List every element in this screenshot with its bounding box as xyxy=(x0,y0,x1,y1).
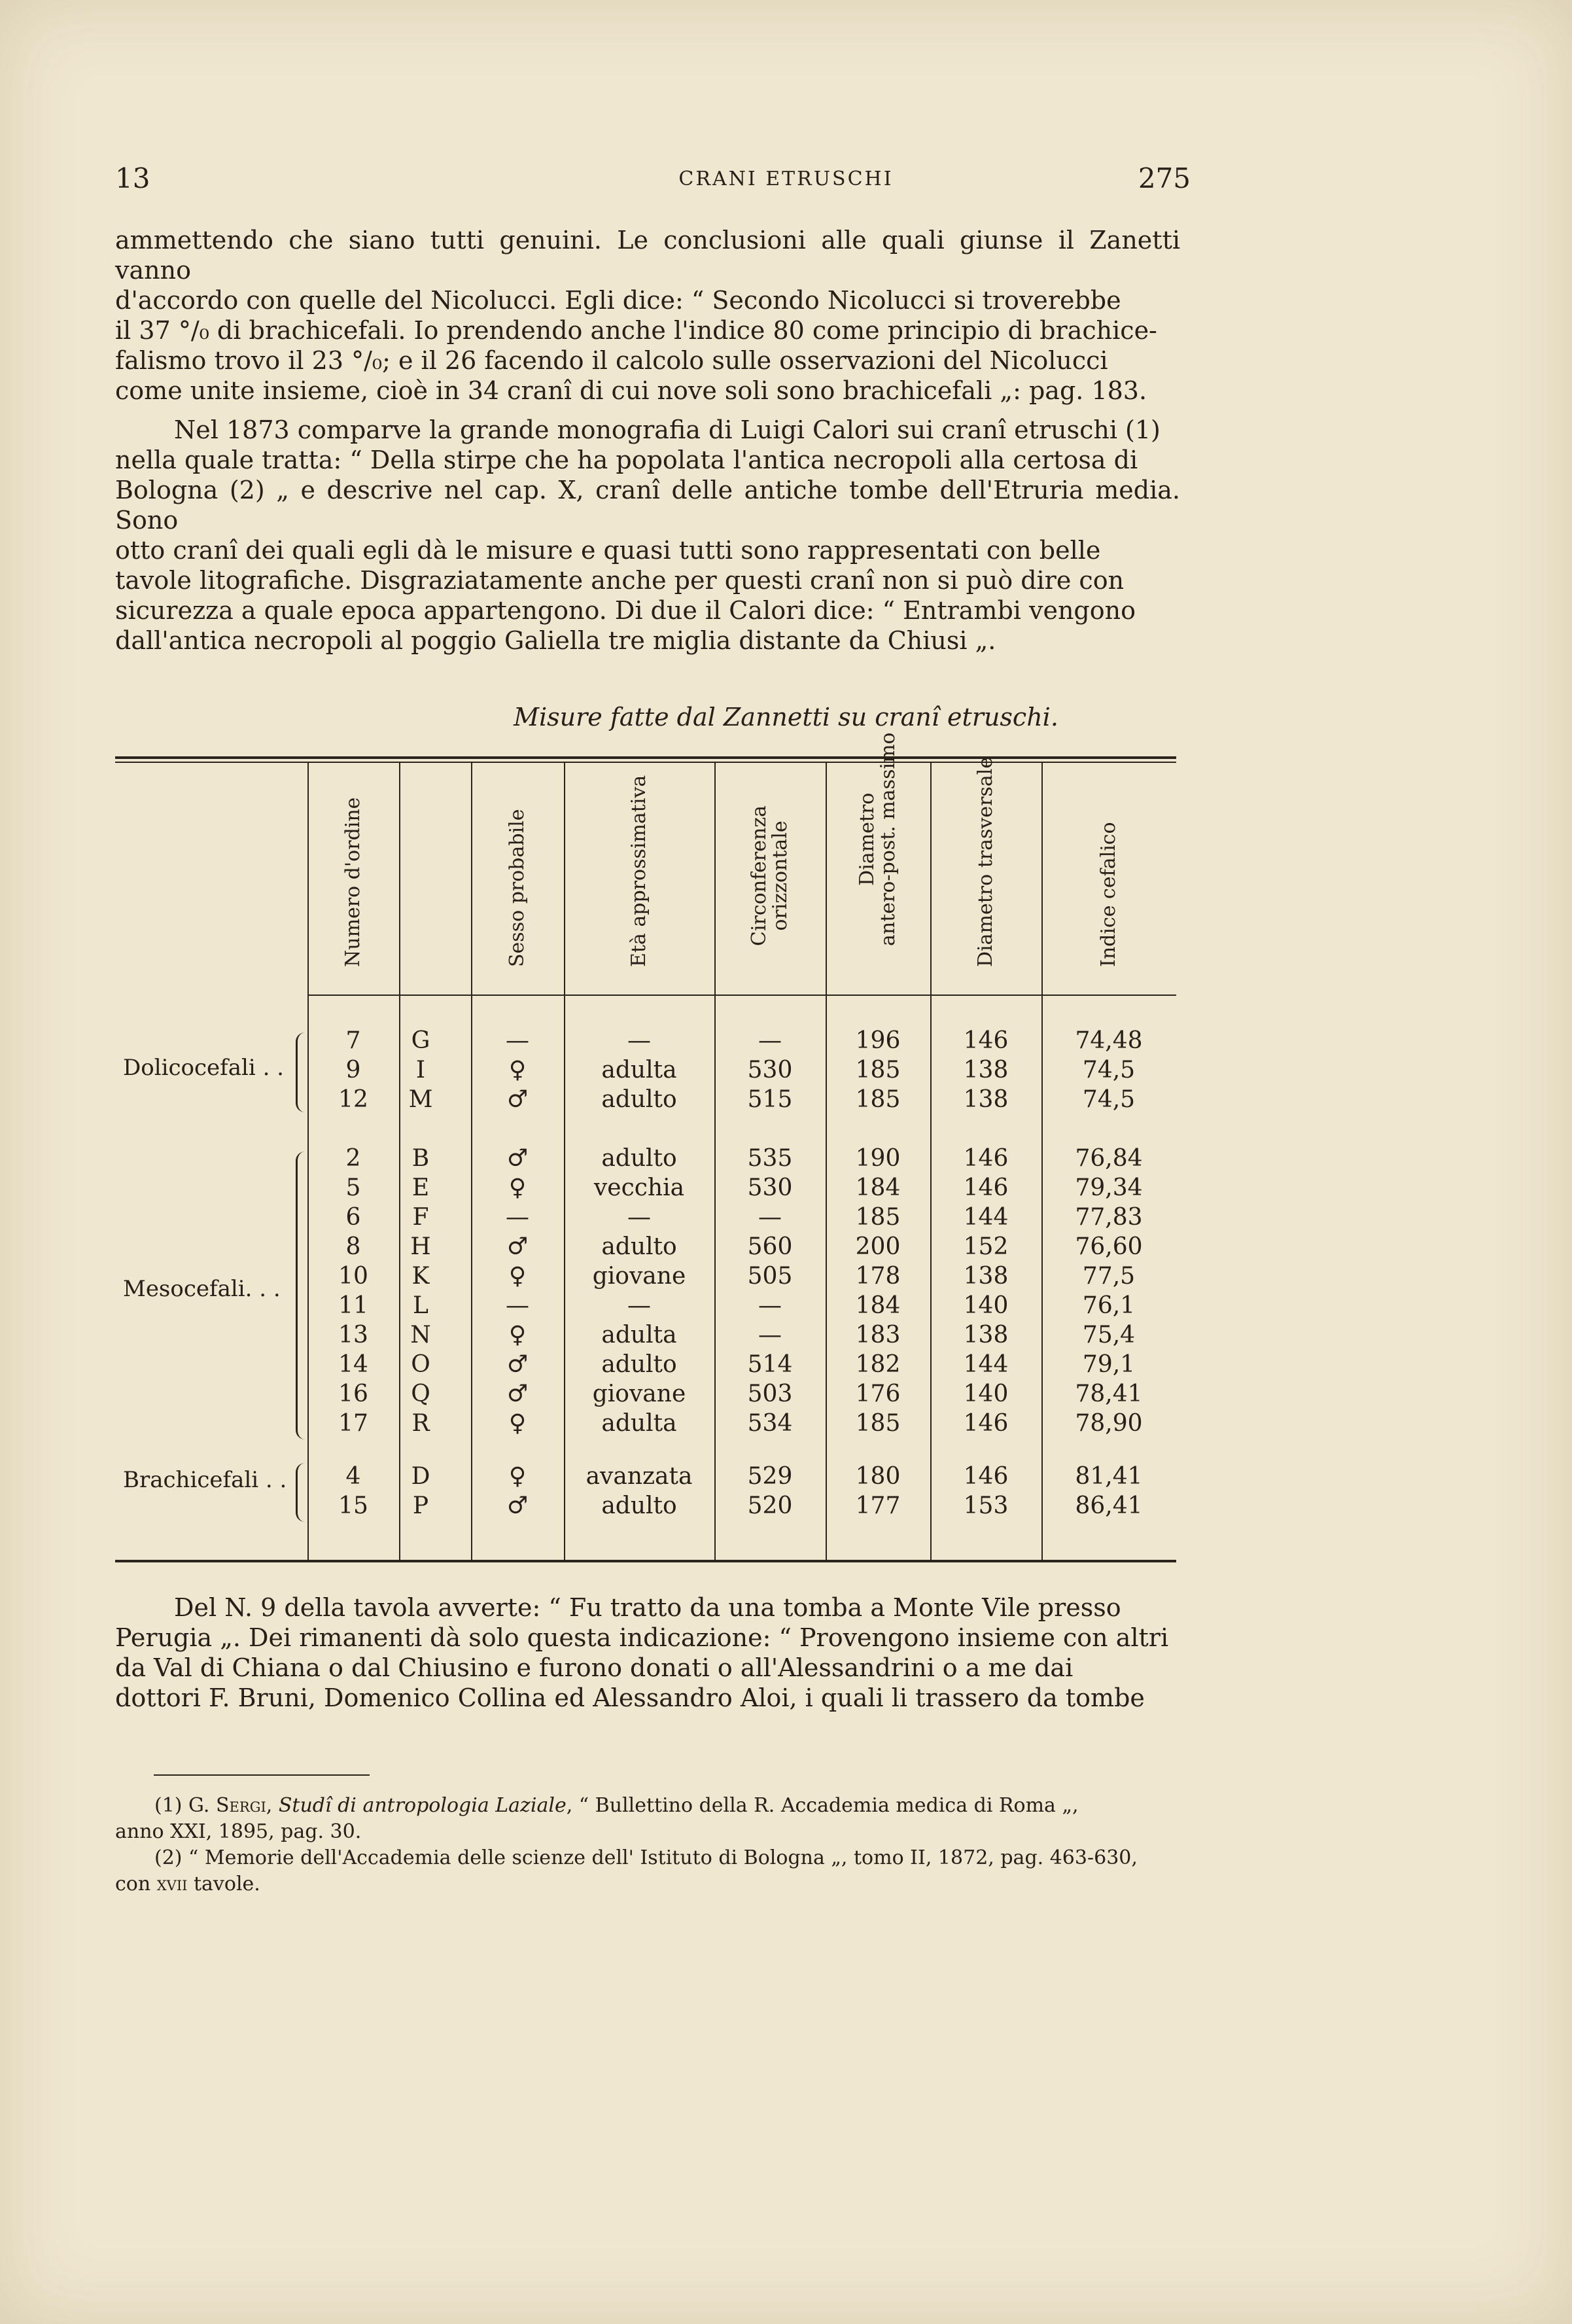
cell-lettera: M xyxy=(408,1086,433,1113)
table-header-rule xyxy=(307,995,1176,996)
cell-numero: 15 xyxy=(338,1492,368,1519)
cell-diametro-ap: 185 xyxy=(855,1204,901,1231)
cell-eta: adulto xyxy=(601,1351,677,1378)
cell-eta: — xyxy=(627,1204,651,1231)
cell-lettera: B xyxy=(411,1145,430,1172)
cell-lettera: N xyxy=(410,1322,431,1348)
text-line: il 37 °/₀ di brachicefali. Io prendendo anche l'indice 80 come principio di brachice- xyxy=(115,316,1157,345)
cell-circonferenza: — xyxy=(758,1027,782,1054)
cell-lettera: I xyxy=(415,1057,426,1083)
header-indice-cefalico: Indice cefalico xyxy=(1097,822,1120,967)
text-line: Nel 1873 comparve la grande monografia di Luigi Calori sui cranî etruschi (1) xyxy=(174,415,1161,444)
cell-diametro-ap: 182 xyxy=(855,1351,901,1378)
footnote-1-cont: anno XXI, 1895, pag. 30. xyxy=(115,1820,362,1843)
cell-diametro-ap: 178 xyxy=(855,1263,901,1290)
cell-sesso: ♀ xyxy=(508,1263,527,1290)
cell-diametro-trasv: 138 xyxy=(963,1057,1009,1083)
cell-indice: 76,60 xyxy=(1075,1233,1143,1260)
table-row xyxy=(0,1086,1572,1116)
cell-circonferenza: — xyxy=(758,1204,782,1231)
cell-diametro-trasv: 144 xyxy=(963,1204,1009,1231)
cell-eta: adulto xyxy=(601,1233,677,1260)
header-diametro-trasversale: Diametro trasversale xyxy=(974,756,997,967)
cell-sesso: ♂ xyxy=(506,1351,529,1378)
cell-circonferenza: 535 xyxy=(747,1145,793,1172)
cell-circonferenza: 503 xyxy=(747,1381,793,1407)
cell-sesso: ♀ xyxy=(508,1463,527,1490)
table-row xyxy=(0,1410,1572,1439)
paragraph-2 xyxy=(115,415,1180,656)
text-line: d'accordo con quelle del Nicolucci. Egli dice: “ Secondo Nicolucci si troverebbe xyxy=(115,286,1121,315)
table-row xyxy=(0,1145,1572,1174)
cell-sesso: ♂ xyxy=(506,1492,529,1519)
text-line: nella quale tratta: “ Della stirpe che ha popolata l'antica necropoli alla certosa di xyxy=(115,446,1138,474)
group-label-brachicefali: Brachicefali . . xyxy=(123,1467,287,1493)
text-line: come unite insieme, cioè in 34 cranî di cui nove soli sono brachicefali „: pag. 183. xyxy=(115,376,1147,405)
text-line: otto cranî dei quali egli dà le misure e quasi tutti sono rappresentati con belle xyxy=(115,536,1101,565)
header-eta-approssimativa: Età approssimativa xyxy=(627,775,650,967)
cell-diametro-ap: 177 xyxy=(855,1492,901,1519)
cell-lettera: P xyxy=(412,1492,429,1519)
cell-circonferenza: — xyxy=(758,1292,782,1319)
cell-numero: 11 xyxy=(338,1292,368,1319)
text-line: sicurezza a quale epoca appartengono. Di due il Calori dice: “ Entrambi vengono xyxy=(115,596,1136,625)
text-line: ammettendo che siano tutti genuini. Le conclusioni alle quali giunse il Zanetti vanno xyxy=(115,226,1180,285)
table-row xyxy=(0,1057,1572,1086)
paragraph-1 xyxy=(115,225,1180,406)
cell-eta: giovane xyxy=(592,1381,686,1407)
cell-lettera: E xyxy=(411,1174,430,1201)
cell-indice: 74,5 xyxy=(1082,1057,1136,1083)
cell-indice: 78,90 xyxy=(1075,1410,1143,1437)
cell-circonferenza: 560 xyxy=(747,1233,793,1260)
cell-diametro-ap: 176 xyxy=(855,1381,901,1407)
cell-indice: 78,41 xyxy=(1075,1381,1143,1407)
header-sesso-probabile: Sesso probabile xyxy=(506,809,529,967)
footnote-1: (1) G. Sergi, Studî di antropologia Laziale, “ Bullettino della R. Accademia medica di Roma „, xyxy=(154,1794,1079,1817)
running-title: CRANI ETRUSCHI xyxy=(678,167,894,190)
cell-diametro-trasv: 138 xyxy=(963,1086,1009,1113)
cell-eta: giovane xyxy=(592,1263,686,1290)
cell-sesso: ♂ xyxy=(506,1381,529,1407)
cell-diametro-ap: 196 xyxy=(855,1027,901,1054)
table-row xyxy=(0,1351,1572,1381)
text-line: Del N. 9 della tavola avverte: “ Fu tratto da una tomba a Monte Vile presso xyxy=(174,1593,1121,1622)
cell-lettera: O xyxy=(411,1351,430,1378)
cell-lettera: F xyxy=(412,1204,429,1231)
table-row xyxy=(0,1463,1572,1492)
cell-diametro-trasv: 146 xyxy=(963,1463,1009,1490)
cell-numero: 5 xyxy=(345,1174,361,1201)
cell-circonferenza: 530 xyxy=(747,1174,793,1201)
cell-diametro-trasv: 146 xyxy=(963,1410,1009,1437)
table-row xyxy=(0,1292,1572,1322)
cell-diametro-ap: 180 xyxy=(855,1463,901,1490)
cell-numero: 8 xyxy=(345,1233,361,1260)
cell-diametro-trasv: 140 xyxy=(963,1381,1009,1407)
table-top-rule xyxy=(115,756,1176,759)
cell-indice: 75,4 xyxy=(1082,1322,1136,1348)
cell-diametro-ap: 183 xyxy=(855,1322,901,1348)
cell-indice: 86,41 xyxy=(1075,1492,1143,1519)
table-row xyxy=(0,1174,1572,1204)
cell-eta: adulta xyxy=(601,1057,677,1083)
table-row xyxy=(0,1027,1572,1057)
paragraph-3 xyxy=(115,1593,1180,1713)
cell-sesso: ♂ xyxy=(506,1145,529,1172)
cell-diametro-trasv: 146 xyxy=(963,1145,1009,1172)
cell-eta: adulto xyxy=(601,1492,677,1519)
table-row xyxy=(0,1263,1572,1292)
cell-eta: — xyxy=(627,1027,651,1054)
cell-numero: 7 xyxy=(345,1027,361,1054)
cell-sesso: — xyxy=(506,1204,529,1231)
cell-circonferenza: 505 xyxy=(747,1263,793,1290)
footnotes xyxy=(115,1793,1180,1897)
cell-numero: 9 xyxy=(345,1057,361,1083)
cell-sesso: ♂ xyxy=(506,1233,529,1260)
cell-diametro-trasv: 138 xyxy=(963,1322,1009,1348)
cell-circonferenza: 520 xyxy=(747,1492,793,1519)
table-row xyxy=(0,1322,1572,1351)
cell-circonferenza: 530 xyxy=(747,1057,793,1083)
cell-circonferenza: — xyxy=(758,1322,782,1348)
group-label-mesocefali: Mesocefali. . . xyxy=(123,1276,281,1302)
cell-lettera: Q xyxy=(411,1381,430,1407)
cell-sesso: — xyxy=(506,1292,529,1319)
cell-diametro-trasv: 140 xyxy=(963,1292,1009,1319)
text-line: dottori F. Bruni, Domenico Collina ed Alessandro Aloi, i quali li trassero da tombe xyxy=(115,1683,1145,1712)
footnote-2: (2) “ Memorie dell'Accademia delle scienze dell' Istituto di Bologna „, tomo II, 1872, pag. 463-630, xyxy=(154,1846,1138,1869)
cell-diametro-ap: 184 xyxy=(855,1292,901,1319)
table-top-rule-thin xyxy=(115,762,1176,763)
header-numero-ordine: Numero d'ordine xyxy=(341,797,364,967)
cell-eta: adulto xyxy=(601,1145,677,1172)
text-line: Bologna (2) „ e descrive nel cap. X, cranî delle antiche tombe dell'Etruria media. Sono xyxy=(115,476,1180,535)
cell-numero: 16 xyxy=(338,1381,368,1407)
cell-sesso: ♂ xyxy=(506,1086,529,1113)
cell-indice: 74,48 xyxy=(1075,1027,1143,1054)
table-row xyxy=(0,1233,1572,1263)
text-line: falismo trovo il 23 °/₀; e il 26 facendo il calcolo sulle osservazioni del Nicolucci xyxy=(115,346,1108,375)
table-caption: Misure fatte dal Zannetti su cranî etruschi. xyxy=(514,703,1058,731)
cell-numero: 14 xyxy=(338,1351,368,1378)
cell-diametro-ap: 185 xyxy=(855,1410,901,1437)
cell-lettera: H xyxy=(410,1233,431,1260)
cell-diametro-ap: 184 xyxy=(855,1174,901,1201)
cell-lettera: L xyxy=(413,1292,428,1319)
table-row xyxy=(0,1204,1572,1233)
cell-eta: — xyxy=(627,1292,651,1319)
cell-numero: 12 xyxy=(338,1086,368,1113)
table-row xyxy=(0,1381,1572,1410)
table-bottom-rule xyxy=(115,1560,1176,1562)
page-header xyxy=(0,162,1572,202)
table-row xyxy=(0,1492,1572,1522)
cell-sesso: ♀ xyxy=(508,1322,527,1348)
cell-sesso: ♀ xyxy=(508,1057,527,1083)
cell-numero: 17 xyxy=(338,1410,368,1437)
cell-lettera: R xyxy=(411,1410,430,1437)
cell-indice: 77,83 xyxy=(1075,1204,1143,1231)
cell-indice: 77,5 xyxy=(1082,1263,1136,1290)
cell-eta: avanzata xyxy=(585,1463,693,1490)
footnote-rule xyxy=(154,1774,370,1776)
cell-diametro-ap: 200 xyxy=(855,1233,901,1260)
cell-numero: 6 xyxy=(345,1204,361,1231)
cell-circonferenza: 515 xyxy=(747,1086,793,1113)
text-line: da Val di Chiana o dal Chiusino e furono donati o all'Alessandrini o a me dai xyxy=(115,1653,1074,1682)
group-label-dolicocefali: Dolicocefali . . xyxy=(123,1055,284,1081)
cell-diametro-ap: 185 xyxy=(855,1086,901,1113)
cell-eta: adulta xyxy=(601,1322,677,1348)
cell-numero: 2 xyxy=(345,1145,361,1172)
cell-indice: 76,1 xyxy=(1082,1292,1136,1319)
cell-diametro-trasv: 152 xyxy=(963,1233,1009,1260)
text-line: dall'antica necropoli al poggio Galiella tre miglia distante da Chiusi „. xyxy=(115,626,996,655)
cell-indice: 81,41 xyxy=(1075,1463,1143,1490)
header-circonferenza: Circonferenza orizzontale xyxy=(748,805,792,946)
cell-numero: 13 xyxy=(338,1322,368,1348)
cell-sesso: — xyxy=(506,1027,529,1054)
cell-circonferenza: 514 xyxy=(747,1351,793,1378)
cell-lettera: K xyxy=(411,1263,430,1290)
cell-diametro-trasv: 144 xyxy=(963,1351,1009,1378)
header-diametro-antero-posteriore: Diametro antero-post. massimo xyxy=(856,732,900,946)
cell-circonferenza: 534 xyxy=(747,1410,793,1437)
cell-eta: vecchia xyxy=(593,1174,685,1201)
page-number-left: 13 xyxy=(115,162,150,194)
cell-numero: 4 xyxy=(345,1463,361,1490)
cell-eta: adulta xyxy=(601,1410,677,1437)
cell-indice: 76,84 xyxy=(1075,1145,1143,1172)
cell-sesso: ♀ xyxy=(508,1410,527,1437)
cell-indice: 79,34 xyxy=(1075,1174,1143,1201)
footnote-2-cont: con xvii tavole. xyxy=(115,1873,260,1895)
cell-diametro-trasv: 146 xyxy=(963,1027,1009,1054)
cell-diametro-ap: 185 xyxy=(855,1057,901,1083)
cell-numero: 10 xyxy=(338,1263,368,1290)
cell-lettera: G xyxy=(411,1027,430,1054)
cell-sesso: ♀ xyxy=(508,1174,527,1201)
cell-diametro-trasv: 138 xyxy=(963,1263,1009,1290)
page-number-right: 275 xyxy=(1138,162,1191,194)
cell-diametro-ap: 190 xyxy=(855,1145,901,1172)
cell-indice: 79,1 xyxy=(1082,1351,1136,1378)
cell-lettera: D xyxy=(411,1463,430,1490)
cell-eta: adulto xyxy=(601,1086,677,1113)
cell-diametro-trasv: 153 xyxy=(963,1492,1009,1519)
cell-indice: 74,5 xyxy=(1082,1086,1136,1113)
cell-circonferenza: 529 xyxy=(747,1463,793,1490)
text-line: Perugia „. Dei rimanenti dà solo questa indicazione: “ Provengono insieme con altri xyxy=(115,1623,1169,1652)
cell-diametro-trasv: 146 xyxy=(963,1174,1009,1201)
text-line: tavole litografiche. Disgraziatamente anche per questi cranî non si può dire con xyxy=(115,566,1125,595)
